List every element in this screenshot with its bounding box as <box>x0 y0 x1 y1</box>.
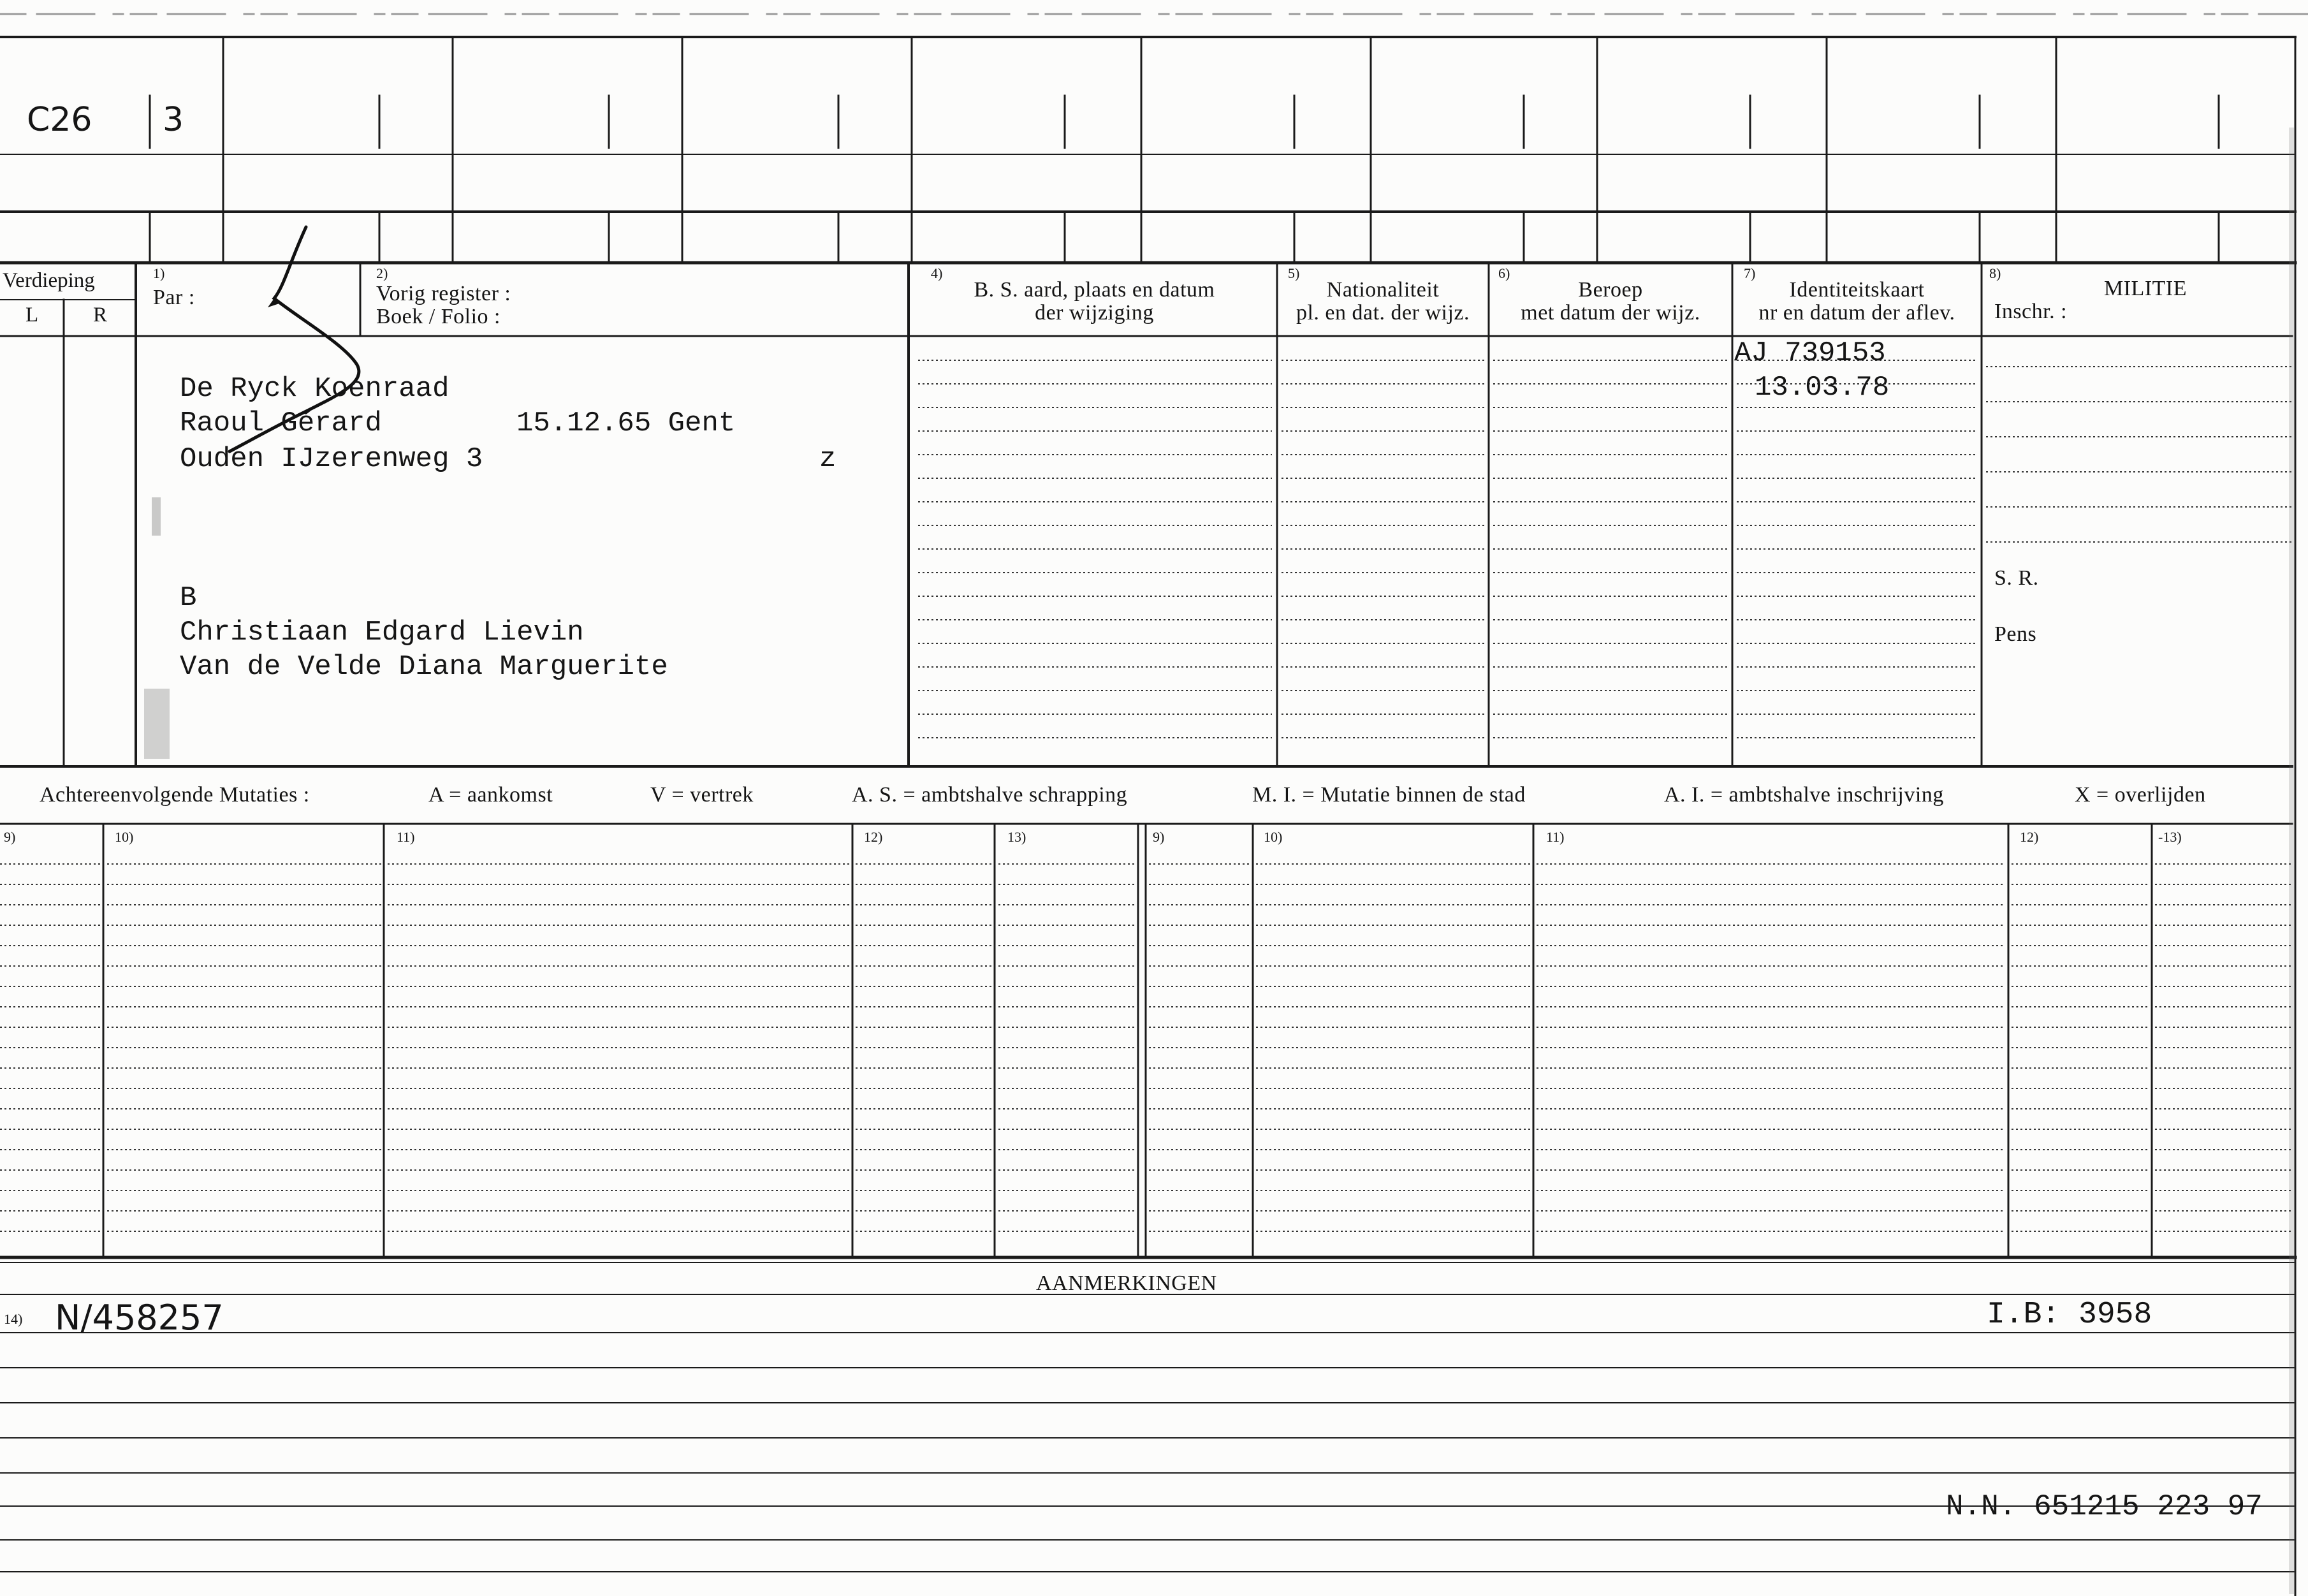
nat-heading-line2: pl. en dat. der wijz. <box>1296 301 1470 325</box>
person-name-line1: De Ryck Koenraad <box>180 373 449 405</box>
parents-label: B <box>180 582 197 614</box>
inschr-label: Inschr. : <box>1994 300 2068 323</box>
pens-label: Pens <box>1994 622 2037 646</box>
par-label: Par : <box>153 286 195 309</box>
id-heading-line2: nr en datum der aflev. <box>1758 301 1955 325</box>
mut-col-12: 12) <box>864 829 883 845</box>
sr-label: S. R. <box>1994 566 2039 590</box>
mut-col-13: 13) <box>1007 829 1026 845</box>
person-name-line2: Raoul Gérard <box>180 407 382 439</box>
bs-heading-line1: B. S. aard, plaats en datum <box>974 278 1215 302</box>
mut-col-10: 10) <box>115 829 134 845</box>
address: Ouden IJzerenweg 3 <box>180 443 483 475</box>
legend-mutatie: M. I. = Mutatie binnen de stad <box>1252 783 1526 807</box>
register-code: C26 <box>27 101 92 139</box>
mut-col-11b: 11) <box>1546 829 1565 845</box>
legend-overlijden: X = overlijden <box>2075 783 2206 807</box>
mut-col-9b: 9) <box>1153 829 1165 845</box>
remarks-number: 14) <box>4 1311 23 1327</box>
par-number: 1) <box>153 265 165 281</box>
legend-aankomst: A = aankomst <box>428 783 553 807</box>
id-card-date: 13.03.78 <box>1755 372 1890 404</box>
vorig-number: 2) <box>376 265 388 281</box>
right-label: R <box>93 304 108 326</box>
left-label: L <box>26 304 39 326</box>
legend-vertrek: V = vertrek <box>650 783 754 807</box>
legend-title: Achtereenvolgende Mutaties : <box>40 783 310 807</box>
verdieping-label: Verdieping <box>3 269 95 292</box>
nat-number: 5) <box>1288 265 1300 281</box>
beroep-heading-line1: Beroep <box>1578 278 1643 302</box>
remarks-national-number: N.N. 651215 223 97 <box>1946 1490 2263 1523</box>
id-heading-line1: Identiteitskaart <box>1789 278 1925 302</box>
beroep-number: 6) <box>1498 265 1510 281</box>
register-number: 3 <box>163 101 184 139</box>
militie-heading: MILITIE <box>2104 277 2187 300</box>
marker: z <box>819 443 836 475</box>
id-number: 7) <box>1744 265 1756 281</box>
mut-col-13b: -13) <box>2158 829 2182 845</box>
remarks-reference: N/458257 <box>55 1298 224 1338</box>
nat-heading-line1: Nationaliteit <box>1326 278 1440 302</box>
beroep-heading-line2: met datum der wijz. <box>1521 301 1700 325</box>
birth-date-place: 15.12.65 Gent <box>516 407 736 439</box>
id-card-number: AJ 739153 <box>1734 337 1886 369</box>
militie-number: 8) <box>1989 265 2001 281</box>
vorig-register-label: Vorig register : <box>376 282 511 305</box>
mother-name: Van de Velde Diana Marguerite <box>180 651 668 683</box>
bs-number: 4) <box>931 265 943 281</box>
boek-folio-label: Boek / Folio : <box>376 305 500 328</box>
father-name: Christiaan Edgard Lievin <box>180 617 584 648</box>
mut-col-11: 11) <box>397 829 415 845</box>
mut-col-10b: 10) <box>1264 829 1283 845</box>
remarks-title: AANMERKINGEN <box>1036 1271 1217 1295</box>
mut-col-12b: 12) <box>2020 829 2039 845</box>
mut-col-9: 9) <box>4 829 16 845</box>
bs-heading-line2: der wijziging <box>1035 301 1154 325</box>
legend-schrapping: A. S. = ambtshalve schrapping <box>852 783 1128 807</box>
remarks-ib: I.B: 3958 <box>1987 1298 2152 1332</box>
legend-inschrijving: A. I. = ambtshalve inschrijving <box>1664 783 1944 807</box>
